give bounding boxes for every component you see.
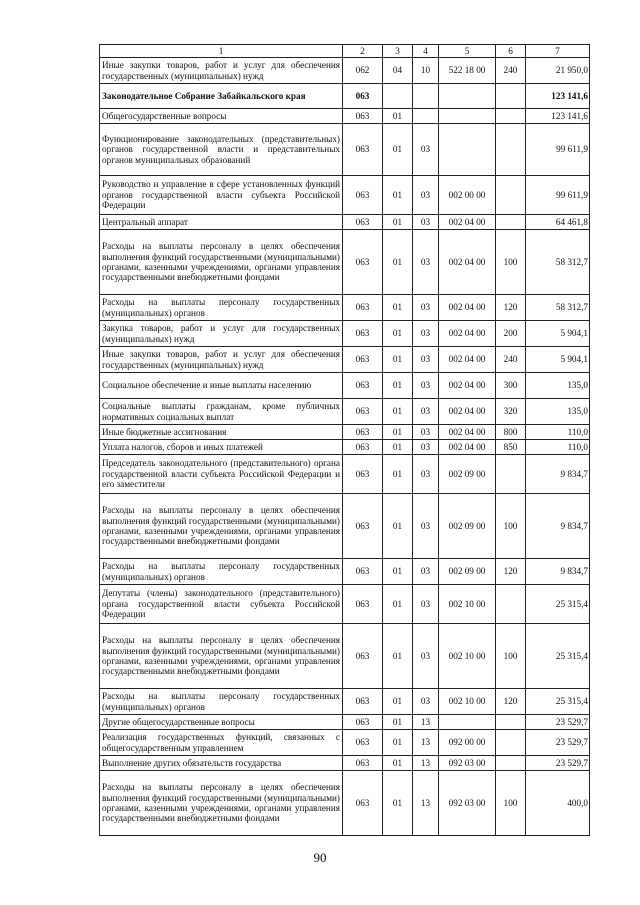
amount-cell: 123 141,6 xyxy=(526,109,590,124)
subsection-code-cell: 03 xyxy=(413,295,439,321)
admin-code-cell: 063 xyxy=(343,689,383,715)
table-row xyxy=(100,756,590,771)
admin-code-cell: 063 xyxy=(343,215,383,230)
header-cell: 7 xyxy=(526,45,590,58)
expense-type-code-cell: 240 xyxy=(496,347,526,373)
section-code-cell: 01 xyxy=(383,109,413,124)
amount-cell: 64 461,8 xyxy=(526,215,590,230)
target-item-code-cell: 002 09 00 xyxy=(439,494,496,559)
table-row xyxy=(100,715,590,730)
row-name-cell: Иные закупки товаров, работ и услуг для обеспечения государственных (муниципальных) нужд xyxy=(100,347,343,373)
admin-code-cell: 063 xyxy=(343,425,383,440)
target-item-code-cell: 092 03 00 xyxy=(439,771,496,836)
target-item-code-cell: 002 04 00 xyxy=(439,230,496,295)
target-item-code-cell: 002 04 00 xyxy=(439,347,496,373)
row-name-cell: Расходы на выплаты персоналу в целях обеспечения выполнения функций государственными (муниципальными) органами, казенными учреждениями, органами управления государственными внебюджетными фондами xyxy=(100,230,343,295)
row-name-cell: Председатель законодательного (представительного) органа государственной власти субъекта Российской Федерации и его заместители xyxy=(100,455,343,494)
amount-cell: 23 529,7 xyxy=(526,730,590,756)
target-item-code-cell xyxy=(439,715,496,730)
table-row xyxy=(100,215,590,230)
row-name-cell: Выполнение других обязательств государства xyxy=(100,756,343,771)
amount-cell: 58 312,7 xyxy=(526,295,590,321)
subsection-code-cell: 03 xyxy=(413,689,439,715)
amount-cell: 25 315,4 xyxy=(526,689,590,715)
expense-type-code-cell: 240 xyxy=(496,58,526,84)
expense-type-code-cell xyxy=(496,756,526,771)
subsection-code-cell: 03 xyxy=(413,399,439,425)
subsection-code-cell: 03 xyxy=(413,425,439,440)
page-number: 90 xyxy=(313,850,327,865)
header-cell: 6 xyxy=(496,45,526,58)
header-cell: 2 xyxy=(343,45,383,58)
subsection-code-cell: 03 xyxy=(413,373,439,399)
expense-type-code-cell: 850 xyxy=(496,440,526,455)
header-cell: 3 xyxy=(383,45,413,58)
section-code-cell: 01 xyxy=(383,689,413,715)
target-item-code-cell: 002 09 00 xyxy=(439,559,496,585)
row-name-cell: Уплата налогов, сборов и иных платежей xyxy=(100,440,343,455)
admin-code-cell: 063 xyxy=(343,84,383,109)
target-item-code-cell xyxy=(439,109,496,124)
amount-cell: 400,0 xyxy=(526,771,590,836)
table-row xyxy=(100,109,590,124)
subsection-code-cell: 03 xyxy=(413,455,439,494)
section-code-cell: 01 xyxy=(383,425,413,440)
table-row xyxy=(100,84,590,109)
target-item-code-cell xyxy=(439,124,496,176)
row-name-cell: Расходы на выплаты персоналу государственных (муниципальных) органов xyxy=(100,689,343,715)
admin-code-cell: 063 xyxy=(343,347,383,373)
subsection-code-cell: 13 xyxy=(413,771,439,836)
section-code-cell: 01 xyxy=(383,215,413,230)
subsection-code-cell xyxy=(413,109,439,124)
admin-code-cell: 063 xyxy=(343,399,383,425)
table-row xyxy=(100,440,590,455)
row-name-cell: Расходы на выплаты персоналу в целях обеспечения выполнения функций государственными (муниципальными) органами, казенными учреждениями, органами управления государственными внебюджетными фондами xyxy=(100,494,343,559)
amount-cell: 25 315,4 xyxy=(526,585,590,624)
section-code-cell: 01 xyxy=(383,624,413,689)
subsection-code-cell: 03 xyxy=(413,230,439,295)
row-name-cell: Расходы на выплаты персоналу государственных (муниципальных) органов xyxy=(100,559,343,585)
expense-type-code-cell: 320 xyxy=(496,399,526,425)
subsection-code-cell: 03 xyxy=(413,215,439,230)
amount-cell: 135,0 xyxy=(526,373,590,399)
target-item-code-cell: 002 04 00 xyxy=(439,399,496,425)
subsection-code-cell: 03 xyxy=(413,347,439,373)
header-cell: 4 xyxy=(413,45,439,58)
table-row xyxy=(100,455,590,494)
subsection-code-cell: 03 xyxy=(413,124,439,176)
target-item-code-cell: 002 10 00 xyxy=(439,585,496,624)
table-row xyxy=(100,373,590,399)
table-row xyxy=(100,624,590,689)
amount-cell: 23 529,7 xyxy=(526,715,590,730)
table-row xyxy=(100,58,590,84)
amount-cell: 110,0 xyxy=(526,440,590,455)
target-item-code-cell: 002 10 00 xyxy=(439,624,496,689)
header-cell: 1 xyxy=(100,45,343,58)
expense-type-code-cell: 120 xyxy=(496,559,526,585)
row-name-cell: Функционирование законодательных (представительных) органов государственной власти и представительных органов муниципальных образований xyxy=(100,124,343,176)
table-row xyxy=(100,494,590,559)
admin-code-cell: 063 xyxy=(343,230,383,295)
target-item-code-cell: 002 04 00 xyxy=(439,425,496,440)
expense-type-code-cell xyxy=(496,455,526,494)
amount-cell: 110,0 xyxy=(526,425,590,440)
section-code-cell: 01 xyxy=(383,730,413,756)
target-item-code-cell: 092 03 00 xyxy=(439,756,496,771)
admin-code-cell: 062 xyxy=(343,58,383,84)
admin-code-cell: 063 xyxy=(343,440,383,455)
target-item-code-cell: 002 10 00 xyxy=(439,689,496,715)
table-row xyxy=(100,295,590,321)
subsection-code-cell: 03 xyxy=(413,559,439,585)
admin-code-cell: 063 xyxy=(343,295,383,321)
amount-cell: 9 834,7 xyxy=(526,494,590,559)
row-name-cell: Центральный аппарат xyxy=(100,215,343,230)
expense-type-code-cell: 100 xyxy=(496,624,526,689)
row-name-cell: Другие общегосударственные вопросы xyxy=(100,715,343,730)
table-row xyxy=(100,559,590,585)
header-cell: 5 xyxy=(439,45,496,58)
expense-type-code-cell: 100 xyxy=(496,494,526,559)
section-code-cell: 01 xyxy=(383,756,413,771)
expense-type-code-cell: 100 xyxy=(496,230,526,295)
row-name-cell: Закупка товаров, работ и услуг для государственных (муниципальных) нужд xyxy=(100,321,343,347)
row-name-cell: Иные закупки товаров, работ и услуг для обеспечения государственных (муниципальных) нужд xyxy=(100,58,343,84)
section-code-cell: 01 xyxy=(383,455,413,494)
row-name-cell: Расходы на выплаты персоналу в целях обеспечения выполнения функций государственными (муниципальными) органами, казенными учреждениями, органами управления государственными внебюджетными фондами xyxy=(100,624,343,689)
table-row xyxy=(100,730,590,756)
section-code-cell: 01 xyxy=(383,771,413,836)
target-item-code-cell: 092 00 00 xyxy=(439,730,496,756)
target-item-code-cell xyxy=(439,84,496,109)
admin-code-cell: 063 xyxy=(343,124,383,176)
subsection-code-cell: 13 xyxy=(413,756,439,771)
row-name-cell: Депутаты (члены) законодательного (представительного) органа государственной власти субъекта Российской Федерации xyxy=(100,585,343,624)
admin-code-cell: 063 xyxy=(343,494,383,559)
row-name-cell: Расходы на выплаты персоналу государственных (муниципальных) органов xyxy=(100,295,343,321)
admin-code-cell: 063 xyxy=(343,624,383,689)
section-code-cell: 01 xyxy=(383,494,413,559)
subsection-code-cell: 13 xyxy=(413,730,439,756)
amount-cell: 99 611,9 xyxy=(526,176,590,215)
section-code-cell: 01 xyxy=(383,559,413,585)
row-name-cell: Иные бюджетные ассигнования xyxy=(100,425,343,440)
subsection-code-cell: 03 xyxy=(413,624,439,689)
target-item-code-cell: 002 04 00 xyxy=(439,373,496,399)
expense-type-code-cell: 120 xyxy=(496,295,526,321)
subsection-code-cell: 03 xyxy=(413,585,439,624)
section-code-cell: 01 xyxy=(383,373,413,399)
subsection-code-cell: 10 xyxy=(413,58,439,84)
admin-code-cell: 063 xyxy=(343,585,383,624)
amount-cell: 23 529,7 xyxy=(526,756,590,771)
subsection-code-cell: 03 xyxy=(413,321,439,347)
section-code-cell xyxy=(383,84,413,109)
expense-type-code-cell xyxy=(496,124,526,176)
table-row xyxy=(100,230,590,295)
section-code-cell: 01 xyxy=(383,399,413,425)
expense-type-code-cell xyxy=(496,730,526,756)
amount-cell: 9 834,7 xyxy=(526,559,590,585)
target-item-code-cell: 002 04 00 xyxy=(439,321,496,347)
subsection-code-cell: 03 xyxy=(413,176,439,215)
target-item-code-cell: 002 04 00 xyxy=(439,215,496,230)
row-name-cell: Общегосударственные вопросы xyxy=(100,109,343,124)
row-name-cell: Реализация государственных функций, связанных с общегосударственным управлением xyxy=(100,730,343,756)
admin-code-cell: 063 xyxy=(343,756,383,771)
target-item-code-cell: 002 09 00 xyxy=(439,455,496,494)
amount-cell: 25 315,4 xyxy=(526,624,590,689)
section-code-cell: 01 xyxy=(383,124,413,176)
expense-type-code-cell: 200 xyxy=(496,321,526,347)
amount-cell: 21 950,0 xyxy=(526,58,590,84)
admin-code-cell: 063 xyxy=(343,715,383,730)
table-row xyxy=(100,425,590,440)
amount-cell: 9 834,7 xyxy=(526,455,590,494)
section-code-cell: 04 xyxy=(383,58,413,84)
table-row xyxy=(100,399,590,425)
table-row xyxy=(100,124,590,176)
admin-code-cell: 063 xyxy=(343,559,383,585)
row-name-cell: Социальные выплаты гражданам, кроме публичных нормативных социальных выплат xyxy=(100,399,343,425)
amount-cell: 135,0 xyxy=(526,399,590,425)
section-code-cell: 01 xyxy=(383,440,413,455)
section-code-cell: 01 xyxy=(383,230,413,295)
amount-cell: 123 141,6 xyxy=(526,84,590,109)
section-code-cell: 01 xyxy=(383,585,413,624)
budget-table xyxy=(99,44,590,836)
table-body xyxy=(100,45,590,836)
admin-code-cell: 063 xyxy=(343,109,383,124)
expense-type-code-cell xyxy=(496,84,526,109)
expense-type-code-cell xyxy=(496,585,526,624)
expense-type-code-cell xyxy=(496,715,526,730)
amount-cell: 99 611,9 xyxy=(526,124,590,176)
row-name-cell: Руководство и управление в сфере установленных функций органов государственной власти субъекта Российской Федерации xyxy=(100,176,343,215)
amount-cell: 58 312,7 xyxy=(526,230,590,295)
amount-cell: 5 904,1 xyxy=(526,347,590,373)
expense-type-code-cell: 100 xyxy=(496,771,526,836)
table-row xyxy=(100,321,590,347)
row-name-cell: Законодательное Собрание Забайкальского края xyxy=(100,84,343,109)
expense-type-code-cell xyxy=(496,176,526,215)
header-row xyxy=(100,45,590,58)
target-item-code-cell: 002 00 00 xyxy=(439,176,496,215)
section-code-cell: 01 xyxy=(383,715,413,730)
expense-type-code-cell: 120 xyxy=(496,689,526,715)
expense-type-code-cell xyxy=(496,109,526,124)
target-item-code-cell: 002 04 00 xyxy=(439,295,496,321)
amount-cell: 5 904,1 xyxy=(526,321,590,347)
admin-code-cell: 063 xyxy=(343,373,383,399)
row-name-cell: Расходы на выплаты персоналу в целях обеспечения выполнения функций государственными (муниципальными) органами, казенными учреждениями, органами управления государственными внебюджетными фондами xyxy=(100,771,343,836)
table-row xyxy=(100,347,590,373)
table-row xyxy=(100,689,590,715)
section-code-cell: 01 xyxy=(383,295,413,321)
subsection-code-cell: 13 xyxy=(413,715,439,730)
table-row xyxy=(100,585,590,624)
section-code-cell: 01 xyxy=(383,347,413,373)
expense-type-code-cell: 800 xyxy=(496,425,526,440)
table-row xyxy=(100,176,590,215)
admin-code-cell: 063 xyxy=(343,455,383,494)
subsection-code-cell xyxy=(413,84,439,109)
admin-code-cell: 063 xyxy=(343,321,383,347)
admin-code-cell: 063 xyxy=(343,771,383,836)
admin-code-cell: 063 xyxy=(343,730,383,756)
subsection-code-cell: 03 xyxy=(413,440,439,455)
expense-type-code-cell xyxy=(496,215,526,230)
table-row xyxy=(100,771,590,836)
section-code-cell: 01 xyxy=(383,321,413,347)
section-code-cell: 01 xyxy=(383,176,413,215)
admin-code-cell: 063 xyxy=(343,176,383,215)
target-item-code-cell: 002 04 00 xyxy=(439,440,496,455)
target-item-code-cell: 522 18 00 xyxy=(439,58,496,84)
row-name-cell: Социальное обеспечение и иные выплаты населению xyxy=(100,373,343,399)
subsection-code-cell: 03 xyxy=(413,494,439,559)
expense-type-code-cell: 300 xyxy=(496,373,526,399)
